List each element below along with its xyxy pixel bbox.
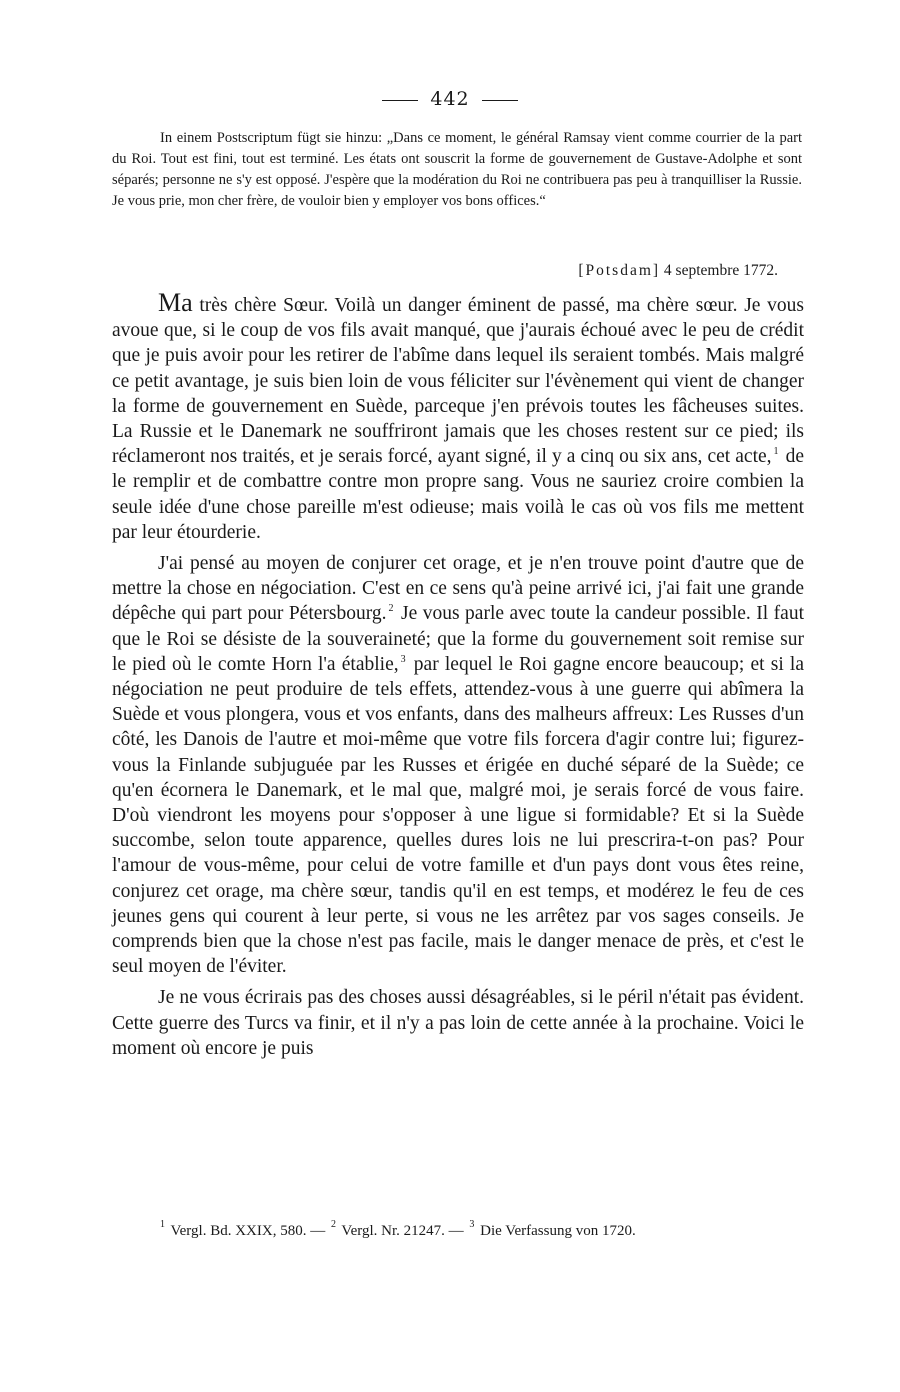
letter-paragraph-3: Je ne vous écrirais pas des choses aussi désagréables, si le péril n'était pas évident. Cette guerre des Turcs va finir, et il n'y a pas loin de cette année à la prochaine. Voici le moment où encore je puis: [112, 987, 804, 1059]
footnote-mark-3: 3: [469, 1219, 475, 1230]
dateline-date: 4 septembre 1772.: [663, 262, 778, 279]
footnote-3-text: Die Verfassung von 1720.: [476, 1223, 636, 1239]
letter-p2-part-a: J'ai pensé au moyen de conjurer cet orage, et je n'en trouve point d'autre que de mettre la chose en négociation. C'est en ce sens qu'à peine arrivé ici, j'ai fait une grande dépêche qui part pour Pétersbourg.: [112, 553, 804, 625]
postscript-block: [112, 128, 802, 212]
footnotes: [112, 1219, 804, 1243]
page-header: [0, 88, 900, 110]
footnote-ref-1: 1: [773, 446, 779, 458]
dateline-place: [Potsdam]: [578, 262, 661, 279]
footnote-2-text: Vergl. Nr. 21247. —: [337, 1223, 468, 1239]
footnote-ref-2: 2: [388, 603, 394, 615]
letter-body: [112, 290, 804, 1067]
letter-paragraph-1: [112, 290, 804, 545]
page-number: 442: [430, 88, 470, 110]
letter-p1-part-a: très chère Sœur. Voilà un danger éminent de passé, ma chère sœur. Je vous avoue que, si le coup de vos fils avait manqué, que j'aurais échoué avec le peu de crédit que je puis avoir pour les retirer de l'abîme dans lequel ils seraient tombés. Mais malgré ce petit avantage, je suis bien loin de vous féliciter sur l'évènement qui vient de changer la forme de gouvernement en Suède, parceque j'en prévois toutes les fâcheuses suites. La Russie et le Danemark ne souffriront jamais que les choses restent sur ce pied; ils réclameront nos traités, et je serais forcé, ayant signé, il y a cinq ou six ans, cet acte,: [112, 295, 804, 468]
letter-p2-part-c: par lequel le Roi gagne encore beaucoup; et si la négociation ne peut produire de tels effets, attendez-vous à une guerre qui abîmera la Suède et vous plongera, vous et vos enfants, dans des malheurs affreux: Les Russes d'un côté, les Danois de l'autre et moi-même que votre fils forcera d'agir contre lui; figurez-vous la Finlande subjuguée par les Russes et érigée en duché séparé de la Suède; ce qu'en écornera le Danemark, et le mal que, malgré moi, je serais forcé de vous faire. D'où viendront les moyens pour s'opposer à une ligue si formidable? Et si la Suède succombe, selon toute apparence, quelles dures lois ne lui prescrira-t-on pas? Pour l'amour de vous-même, pour celui de votre famille et d'un pays dont vous êtes reine, conjurez cet orage, ma chère sœur, tandis qu'il en est temps, et modérez le feu de ces jeunes gens qui courent à leur perte, si vous ne les arrêtez par vos sages conseils. Je comprends bien que la chose n'est pas facile, mais le danger menace de près, et c'est le seul moyen de l'éviter.: [112, 653, 804, 978]
footnote-ref-3: 3: [400, 653, 406, 665]
letter-p2-part-b: Je vous parle avec toute la candeur possible. Il faut que le Roi se désiste de la souveraineté; que la forme du gouvernement soit remise sur le pied où le comte Horn l'a établie,: [112, 603, 804, 675]
opening-initial: Ma: [158, 288, 193, 317]
footnote-1-text: Vergl. Bd. XXIX, 580. —: [167, 1223, 329, 1239]
letter-p1-part-b: de le remplir et de combattre contre mon propre sang. Vous ne sauriez croire combien la seule idée d'une chose pareille m'est odieuse; mais voilà le cas où vos fils me mettent par leur étourderie.: [112, 446, 805, 543]
postscript-text: In einem Postscriptum fügt sie hinzu: „Dans ce moment, le général Ramsay vient comme courrier de la part du Roi. Tout est fini, tout est terminé. Les états ont souscrit la forme de gouvernement de Gustave-Adolphe et sont séparés; personne ne s'y est opposé. J'espère que la modération du Roi ne contribuera pas peu à tranquilliser la Russie. Je vous prie, mon cher frère, de vouloir bien y employer vos bons offices.“: [112, 130, 802, 209]
footnote-mark-1: 1: [160, 1219, 165, 1230]
footnote-mark-2: 2: [330, 1219, 336, 1230]
letter-paragraph-2: [112, 551, 804, 979]
dateline: [578, 262, 778, 280]
header-dash-right: [482, 100, 518, 101]
footnote-line: [112, 1219, 804, 1243]
header-dash-left: [382, 100, 418, 101]
